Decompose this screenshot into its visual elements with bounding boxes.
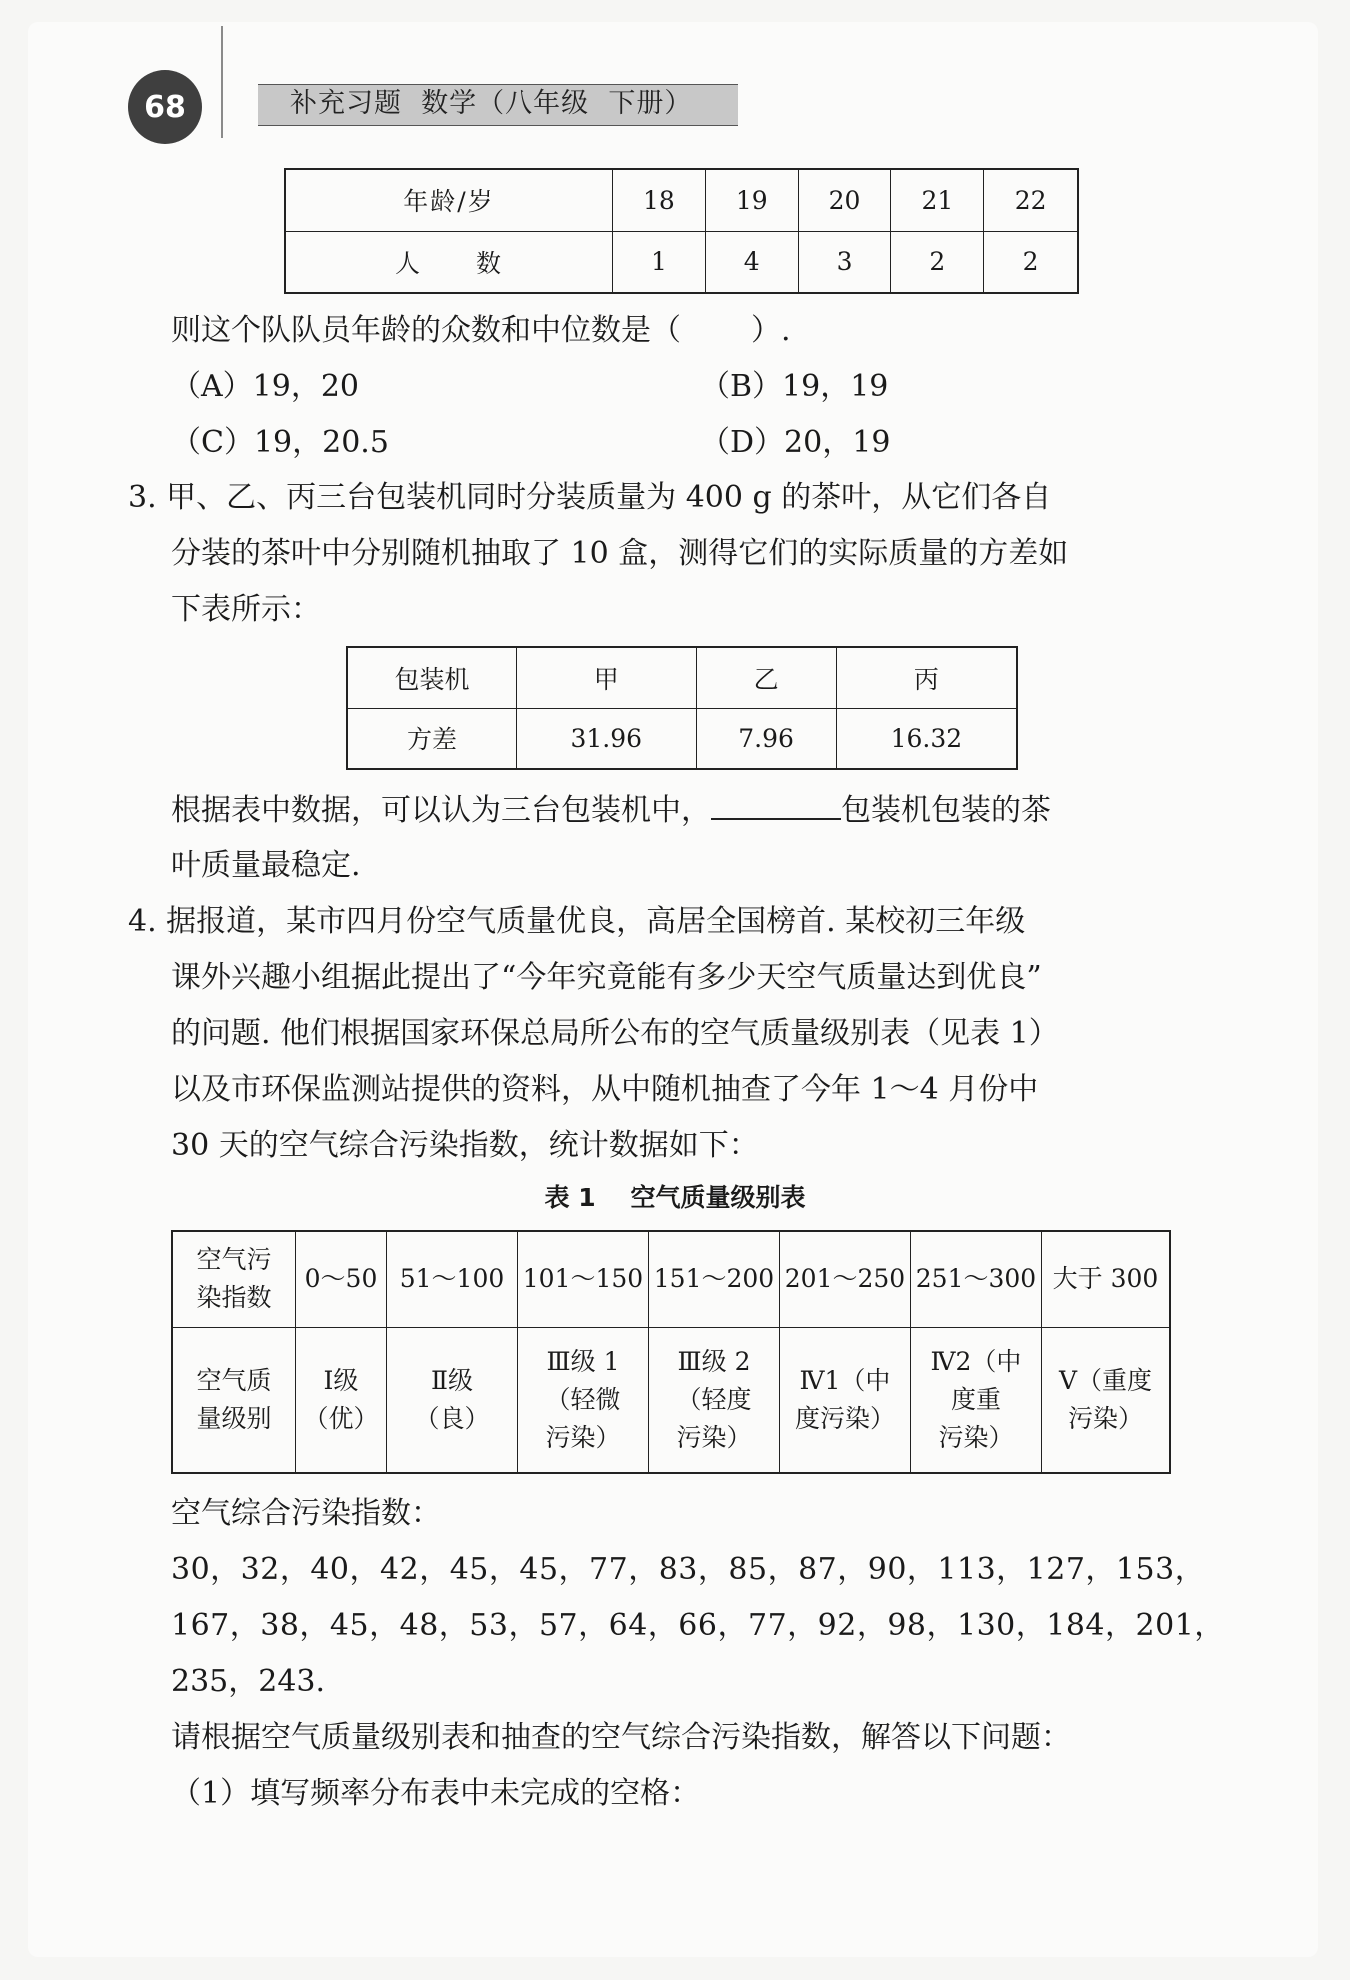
q2-stem: [171, 311, 791, 351]
table-row: [347, 708, 1017, 769]
table-cell: 0～50: [296, 1231, 387, 1327]
q3-conclusion-line-2: 叶质量最稳定.: [171, 848, 361, 883]
air-quality-table: [171, 1230, 1171, 1474]
q3-conclusion-text-a: 根据表中数据，可以认为三台包装机中，: [171, 793, 711, 828]
index-line-3: 235，243.: [171, 1664, 326, 1699]
table-cell: 18: [613, 169, 706, 231]
table-row: [285, 231, 1078, 293]
table-cell: Ⅱ级 （良）: [387, 1327, 518, 1473]
table-cell: 7.96: [696, 708, 836, 769]
table-cell: Ⅳ2（中 度重 污染）: [911, 1327, 1042, 1473]
table-caption: 表 1 空气质量级别表: [544, 1183, 806, 1212]
table-cell: 20: [798, 169, 891, 231]
table-cell: 空气质 量级别: [172, 1327, 296, 1473]
table-cell: 4: [705, 231, 798, 293]
table-cell: 151～200: [649, 1231, 780, 1327]
q2-stem-text: 则这个队队员年龄的众数和中位数是（: [171, 313, 681, 348]
q3-line-1: 3. 甲、乙、丙三台包装机同时分装质量为 400 g 的茶叶，从它们各自: [128, 480, 1052, 515]
table-cell: 31.96: [517, 708, 697, 769]
table-row: [285, 169, 1078, 231]
table-cell: 包装机: [347, 647, 517, 708]
table-row: [347, 647, 1017, 708]
q4-line-5: 30 天的空气综合污染指数，统计数据如下：: [171, 1128, 759, 1163]
age-table: [284, 168, 1079, 294]
q4-line-1: 4. 据报道，某市四月份空气质量优良，高居全国榜首. 某校初三年级: [128, 904, 1026, 939]
table-cell: Ⅲ级 2 （轻度 污染）: [649, 1327, 780, 1473]
table-cell: 3: [798, 231, 891, 293]
q4-line-2: 课外兴趣小组据此提出了“今年究竟能有多少天空气质量达到优良”: [171, 960, 1042, 995]
table-cell: Ⅳ1（中 度污染）: [780, 1327, 911, 1473]
table-cell: 1: [613, 231, 706, 293]
table-cell: 21: [891, 169, 984, 231]
header-title: 补充习题 数学（八年级 下册）: [290, 88, 693, 119]
q2-option-a: （A）19，20: [171, 369, 360, 404]
q4-line-4: 以及市环保监测站提供的资料，从中随机抽查了今年 1～4 月份中: [171, 1072, 1039, 1107]
table-row: [172, 1327, 1170, 1473]
table-cell: 19: [705, 169, 798, 231]
q2-option-d: （D）20，19: [700, 425, 891, 460]
table-cell: 人 数: [285, 231, 613, 293]
table-cell: 方差: [347, 708, 517, 769]
q4-sub-question-1: （1）填写频率分布表中未完成的空格：: [171, 1776, 701, 1811]
table-cell: 乙: [696, 647, 836, 708]
table-cell: 101～150: [518, 1231, 649, 1327]
variance-table: [346, 646, 1018, 770]
table-cell: 丙: [836, 647, 1017, 708]
q3-conclusion-line-1: [171, 790, 1051, 831]
table-cell: Ⅴ（重度 污染）: [1042, 1327, 1171, 1473]
table-cell: 51～100: [387, 1231, 518, 1327]
index-line-1: 30，32，40，42，45，45，77，83，85，87，90，113，127，153，: [171, 1552, 1206, 1587]
table-cell: 大于 300: [1042, 1231, 1171, 1327]
q2-option-b: （B）19，19: [700, 369, 889, 404]
fill-in-blank[interactable]: [711, 790, 841, 820]
header-divider: [221, 26, 223, 138]
table-cell: 2: [984, 231, 1078, 293]
q3-conclusion-text-b: 包装机包装的茶: [841, 793, 1051, 828]
q3-line-2: 分装的茶叶中分别随机抽取了 10 盒，测得它们的实际质量的方差如: [171, 536, 1069, 571]
table-cell: Ⅰ级 （优）: [296, 1327, 387, 1473]
table-cell: 251～300: [911, 1231, 1042, 1327]
index-label: 空气综合污染指数：: [171, 1496, 441, 1531]
q2-option-c: （C）19，20.5: [171, 425, 389, 460]
q4-line-3: 的问题. 他们根据国家环保总局所公布的空气质量级别表（见表 1）: [171, 1016, 1059, 1051]
page-number-badge: 68: [128, 70, 202, 144]
index-line-2: 167，38，45，48，53，57，64，66，77，92，98，130，184，201，: [171, 1608, 1225, 1643]
table-cell: 空气污 染指数: [172, 1231, 296, 1327]
table-row: [172, 1231, 1170, 1327]
table-cell: 22: [984, 169, 1078, 231]
table-cell: 2: [891, 231, 984, 293]
table-cell: 201～250: [780, 1231, 911, 1327]
q3-line-3: 下表所示：: [171, 592, 321, 627]
table-cell: 年龄/岁: [285, 169, 613, 231]
q2-stem-end: ）.: [751, 313, 791, 348]
table-cell: 16.32: [836, 708, 1017, 769]
table-cell: Ⅲ级 1 （轻微 污染）: [518, 1327, 649, 1473]
q4-instruction: 请根据空气质量级别表和抽查的空气综合污染指数，解答以下问题：: [171, 1720, 1071, 1755]
table-cell: 甲: [517, 647, 697, 708]
